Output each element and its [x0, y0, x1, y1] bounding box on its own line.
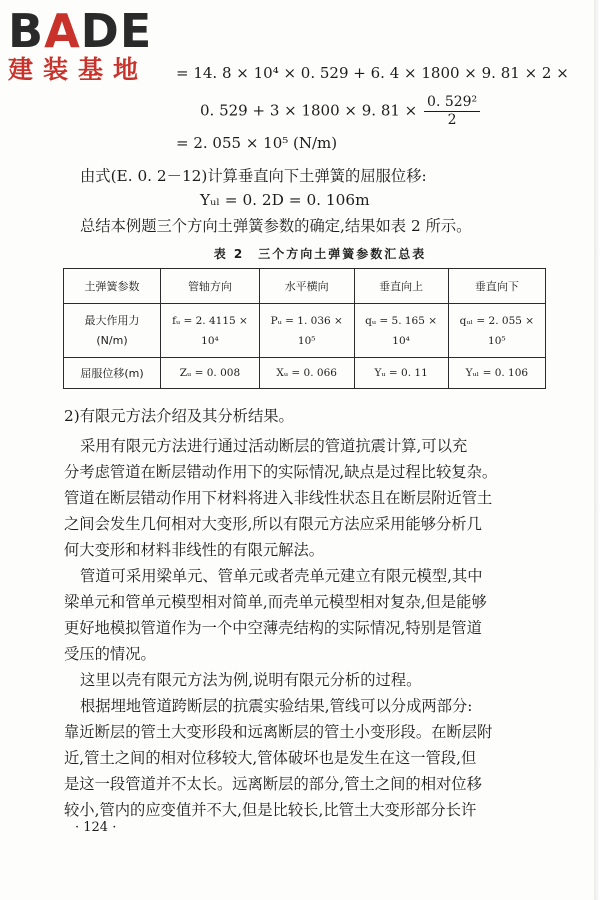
table-header-cell: 管轴方向: [161, 269, 260, 304]
table-row-max-force: [64, 304, 546, 358]
table-header-cell: 垂直向下: [448, 269, 545, 304]
table-cell: Xᵤ = 0. 066: [259, 358, 354, 389]
equation-fraction: [424, 94, 480, 129]
equation-line-2-left: 0. 529 + 3 × 1800 × 9. 81 ×: [200, 101, 418, 120]
table-cell: [354, 304, 448, 358]
table-header-cell: 水平横向: [259, 269, 354, 304]
bade-watermark-logo: [8, 6, 152, 84]
body-line: 何大变形和材料非线性的有限元解法。: [64, 541, 325, 559]
body-line: 根据埋地管道跨断层的抗震实验结果,管线可以分成两部分:: [80, 697, 473, 715]
body-line: 2)有限元方法介绍及其分析结果。: [64, 407, 294, 425]
cell-line: qᵤₗ = 2. 055 ×: [459, 314, 535, 327]
table-row-yield-displacement: [64, 358, 546, 389]
table-cell: [161, 304, 260, 358]
body-line: 之间会发生几何相对大变形,所以有限元方法应采用能够分析几: [64, 515, 482, 533]
fraction-denominator: 2: [447, 112, 457, 128]
cell-line: qᵤ = 5. 165 ×: [365, 314, 438, 327]
table-cell: Yᵤ = 0. 11: [354, 358, 448, 389]
table-caption-number: 表 2: [213, 247, 245, 261]
body-line: 梁单元和管单元模型相对简单,而壳单元模型相对复杂,但是能够: [64, 593, 487, 611]
table-cell: [448, 304, 545, 358]
text-formula-reference: 由式(E. 0. 2－12)计算垂直向下土弹簧的屈服位移:: [80, 167, 427, 185]
row-label-line: 最大作用力: [84, 313, 140, 327]
cell-line: 10⁴: [392, 334, 410, 347]
body-line: 管道在断层错动作用下材料将进入非线性状态且在断层附近管土: [64, 489, 493, 507]
body-line: 近,管土之间的相对位移较大,管体破坏也是发生在这一管段,但: [64, 749, 477, 767]
table-header-row: [64, 269, 546, 304]
page-edge-shadow: [594, 0, 600, 900]
equation-line-1: = 14. 8 × 10⁴ × 0. 529 + 6. 4 × 1800 × 9. 81 × 2 ×: [176, 64, 569, 82]
text-yield-displacement: Yᵤₗ = 0. 2D = 0. 106m: [200, 191, 370, 209]
equation-line-2: [200, 94, 482, 129]
cell-line: 10⁵: [297, 334, 316, 347]
body-line: 采用有限元方法进行通过活动断层的管道抗震计算,可以充: [80, 437, 468, 455]
body-line: 这里以壳有限元方法为例,说明有限元分析的过程。: [80, 671, 422, 689]
body-line: 较小,管内的应变值并不大,但是比较长,比管土大变形部分长许: [64, 801, 477, 819]
logo-text-cn: 建装基地: [8, 55, 149, 84]
table-header-cell: 垂直向上: [354, 269, 448, 304]
table-caption-title: 三个方向土弹簧参数汇总表: [258, 247, 427, 261]
table-row-label: 屈服位移(m): [64, 358, 161, 389]
body-line: 更好地模拟管道作为一个中空薄壳结构的实际情况,特别是管道: [64, 619, 482, 637]
body-line: 分考虑管道在断层错动作用下的实际情况,缺点是过程比较复杂。: [64, 463, 498, 481]
table-caption: [0, 245, 600, 262]
text-summary: 总结本例题三个方向土弹簧参数的确定,结果如表 2 所示。: [80, 217, 472, 235]
equation-line-3: = 2. 055 × 10⁵ (N/m): [176, 134, 338, 152]
table-cell: Zᵤ = 0. 008: [161, 358, 260, 389]
table-row-label: [64, 304, 161, 358]
table-header-cell: 土弹簧参数: [64, 269, 161, 304]
cell-line: 10⁴: [201, 334, 219, 347]
row-label-line: (N/m): [96, 333, 128, 347]
body-line: 靠近断层的管土大变形段和远离断层的管土小变形段。在断层附: [64, 723, 493, 741]
table-cell: [259, 304, 354, 358]
cell-line: 10⁵: [488, 334, 506, 347]
fraction-numerator: 0. 529²: [424, 94, 480, 112]
body-line: 管道可采用梁单元、管单元或者壳单元建立有限元模型,其中: [80, 567, 483, 585]
body-line: 受压的情况。: [64, 645, 156, 663]
cell-line: fᵤ = 2. 4115 ×: [172, 314, 248, 327]
cell-line: Pᵤ = 1. 036 ×: [270, 314, 343, 327]
soil-spring-parameter-table: [63, 268, 546, 389]
body-line: 是这一段管道并不太长。远离断层的部分,管土之间的相对位移: [64, 775, 482, 793]
table-cell: Yᵤₗ = 0. 106: [448, 358, 545, 389]
page-number: · 124 ·: [75, 820, 117, 835]
logo-text-en: BADE: [8, 4, 153, 58]
